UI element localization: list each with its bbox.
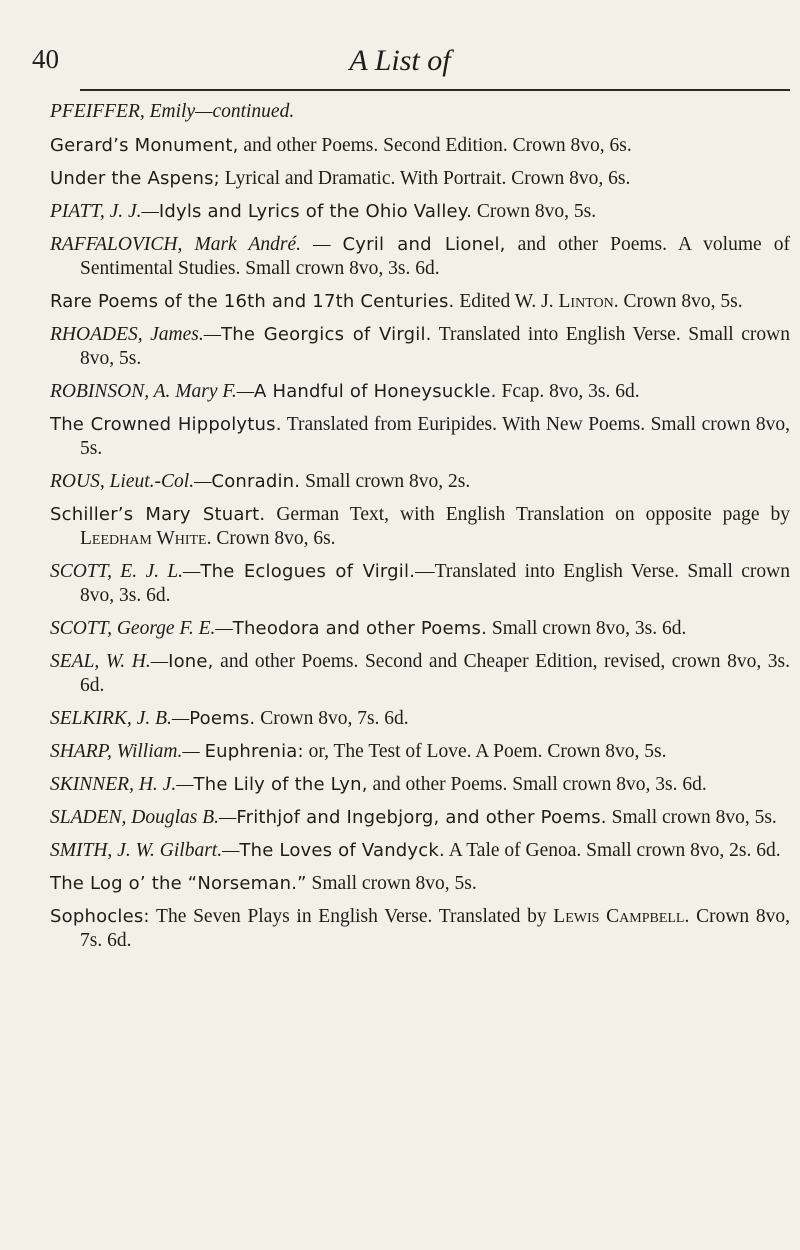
running-title: A List of: [349, 44, 451, 77]
entry-title: Gerard’s Monument,: [50, 135, 239, 156]
entry-author: PIATT, J. J.—: [50, 201, 159, 222]
entry-details: Small crown 8vo, 5s.: [606, 807, 777, 828]
catalogue-entry: [50, 560, 790, 608]
catalogue-entry: [50, 413, 790, 461]
entry-details: or, The Test of Love. A Poem. Crown 8vo, 5s.: [303, 741, 667, 762]
catalogue-entry: [50, 503, 790, 551]
entry-details: Edited W. J.: [454, 291, 559, 312]
catalogue-entry: [50, 290, 790, 314]
entry-title: The Log o’ the “Norseman.”: [50, 873, 307, 894]
entry-details: Crown 8vo, 5s.: [472, 201, 597, 222]
entry-details: Small crown 8vo, 3s. 6d.: [487, 618, 687, 639]
entry-author: SCOTT, George F. E.—: [50, 618, 233, 639]
catalogue-entry: [50, 470, 790, 494]
entry-editor: Linton: [558, 291, 614, 312]
entry-details: Translated from Euripides. With New Poems. Small crown 8vo, 5s.: [80, 414, 790, 459]
entry-author: SMITH, J. W. Gilbart.—: [50, 840, 240, 861]
entry-title: The Crowned Hippolytus.: [50, 414, 282, 435]
entry-details-end: . Crown 8vo, 6s.: [206, 528, 336, 549]
catalogue-entry: [50, 773, 790, 797]
entry-title: Conradin.: [211, 471, 301, 492]
entry-title: Ione,: [168, 651, 214, 672]
entry-details: Small crown 8vo, 5s.: [306, 873, 477, 894]
entry-author: ROUS, Lieut.-Col.—: [50, 471, 212, 492]
catalogue-entry: [50, 740, 790, 764]
entry-author: ROBINSON, A. Mary F.—: [50, 381, 255, 402]
entry-title: Poems.: [189, 708, 256, 729]
entry-details: and other Poems. Second Edition. Crown 8vo, 6s.: [238, 135, 632, 156]
entry-title: Rare Poems of the 16th and 17th Centuries.: [50, 291, 455, 312]
catalogue-list: [50, 100, 790, 962]
entry-title: Under the Aspens;: [50, 168, 220, 189]
entry-details: Translated into English Verse. Small crown 8vo, 5s.: [80, 324, 790, 369]
entry-author: SCOTT, E. J. L.—: [50, 561, 201, 582]
catalogue-entry: [50, 617, 790, 641]
catalogue-entry: [50, 650, 790, 698]
entry-author: SKINNER, H. J.—: [50, 774, 194, 795]
catalogue-entry: [50, 380, 790, 404]
entry-author: RHOADES, James.—: [50, 324, 222, 345]
entry-title: The Georgics of Virgil.: [221, 324, 432, 345]
catalogue-entry: [50, 905, 790, 953]
catalogue-entry: [50, 134, 790, 158]
catalogue-entry: [50, 806, 790, 830]
entry-title: The Lily of the Lyn,: [193, 774, 368, 795]
entry-author: RAFFALOVICH, Mark André. —: [50, 234, 343, 255]
entry-translator: Lewis Campbell: [553, 906, 685, 927]
entry-title: The Eclogues of Virgil.: [200, 561, 416, 582]
catalogue-entry: [50, 167, 790, 191]
catalogue-entry: [50, 707, 790, 731]
catalogue-entry: [50, 323, 790, 371]
entry-title: Euphrenia:: [204, 741, 304, 762]
page-header: [0, 44, 800, 84]
entry-details: Crown 8vo, 7s. 6d.: [255, 708, 409, 729]
entry-title: Theodora and other Poems.: [232, 618, 488, 639]
entry-title: Sophocles:: [50, 906, 150, 927]
entry-details: and other Poems. Small crown 8vo, 3s. 6d.: [367, 774, 707, 795]
entry-details: A Tale of Genoa. Small crown 8vo, 2s. 6d.: [444, 840, 781, 861]
catalogue-entry: [50, 872, 790, 896]
header-rule: [80, 89, 790, 91]
catalogue-entry: [50, 200, 790, 224]
entry-details-end: . Crown 8vo, 5s.: [613, 291, 743, 312]
entry-title: A Handful of Honeysuckle.: [254, 381, 497, 402]
catalogue-entry: [50, 100, 790, 124]
catalogue-entry: [50, 839, 790, 863]
entry-title: The Loves of Vandyck.: [239, 840, 445, 861]
entry-title: Idyls and Lyrics of the Ohio Valley.: [158, 201, 473, 222]
entry-details: Fcap. 8vo, 3s. 6d.: [496, 381, 640, 402]
entry-details-end: . Crown 8vo, 7s. 6d.: [80, 906, 790, 951]
entry-details: Lyrical and Dramatic. With Portrait. Crown 8vo, 6s.: [219, 168, 631, 189]
entry-title: Cyril and Lionel,: [342, 234, 506, 255]
entry-details: The Seven Plays in English Verse. Translated by: [149, 906, 554, 927]
entry-author: SEAL, W. H.—: [50, 651, 169, 672]
catalogue-entry: [50, 233, 790, 281]
entry-details: Small crown 8vo, 2s.: [300, 471, 471, 492]
entry-author: PFEIFFER, Emily—continued.: [50, 101, 295, 122]
entry-title: Frithjof and Ingebjorg, and other Poems.: [236, 807, 607, 828]
entry-author: SELKIRK, J. B.—: [50, 708, 190, 729]
entry-author: SHARP, William.—: [50, 741, 205, 762]
page-number: 40: [32, 44, 59, 74]
entry-author: SLADEN, Douglas B.—: [50, 807, 237, 828]
entry-title: Schiller’s Mary Stuart.: [50, 504, 266, 525]
entry-translator: Leedham White: [80, 528, 207, 549]
entry-details: and other Poems. A volume of Sentimental Studies. Small crown 8vo, 3s. 6d.: [80, 234, 790, 279]
entry-details: —Translated into English Verse. Small crown 8vo, 3s. 6d.: [80, 561, 790, 606]
entry-details: German Text, with English Translation on opposite page by: [265, 504, 790, 525]
entry-details: and other Poems. Second and Cheaper Edition, revised, crown 8vo, 3s. 6d.: [80, 651, 790, 696]
